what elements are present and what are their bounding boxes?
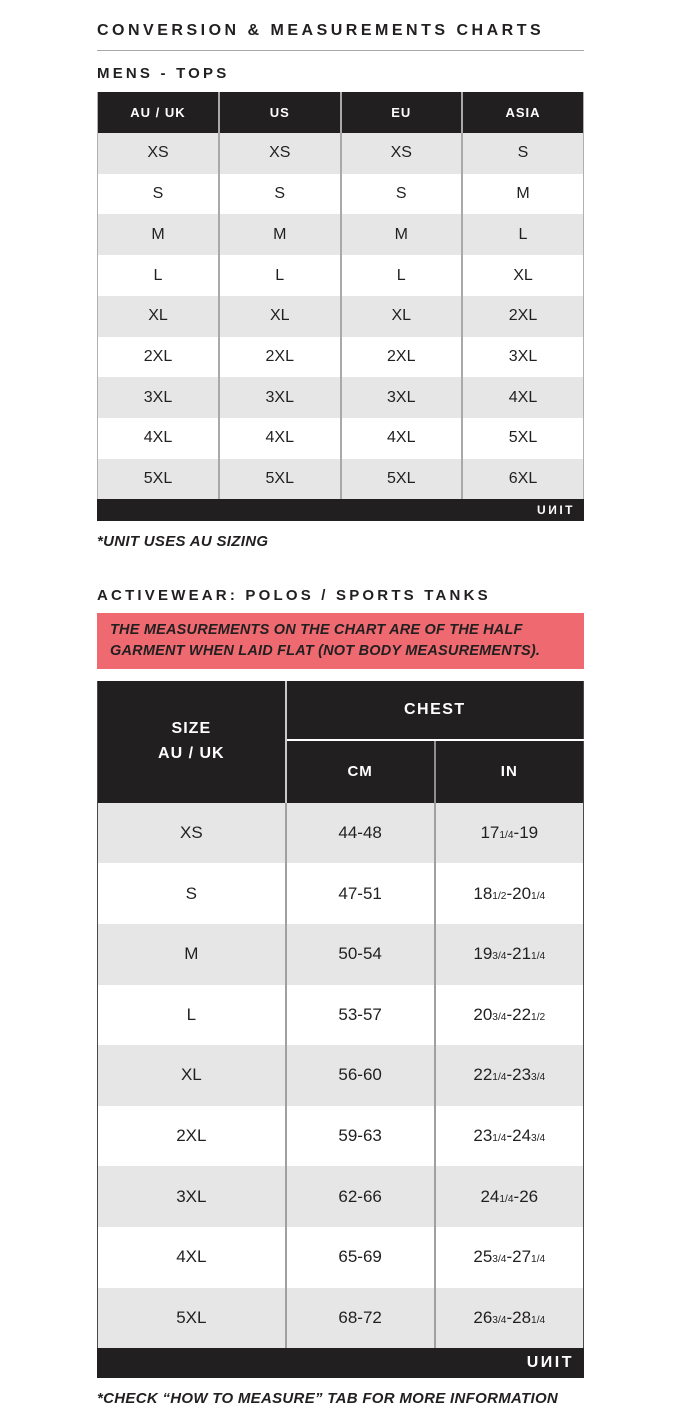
size-cell: 3XL [341, 377, 463, 418]
activewear-table-body [98, 803, 584, 1348]
size-cell: S [98, 863, 286, 924]
table-row [98, 174, 584, 215]
table-row [98, 1288, 584, 1349]
size-header-line1: SIZE [171, 720, 212, 738]
fraction: 3/4 [492, 1254, 507, 1266]
chest-in-cell: 263/4-281/4 [435, 1288, 584, 1349]
size-cell: M [341, 214, 463, 255]
size-cell: 5XL [98, 459, 220, 500]
fraction: 1/2 [531, 1011, 546, 1023]
fraction: 1/4 [492, 1072, 507, 1084]
mens-tops-heading: MENS - TOPS [97, 64, 230, 82]
chest-cm-cell: 68-72 [286, 1288, 435, 1349]
mens-tops-table-body [98, 133, 584, 499]
measurement-disclaimer-banner: THE MEASUREMENTS ON THE CHART ARE OF THE HALF GARMENT WHEN LAID FLAT (NOT BODY MEASUREMENTS). [97, 613, 584, 669]
cm-column-header: CM [286, 740, 435, 803]
size-cell: 5XL [98, 1288, 286, 1349]
chest-cm-cell: 47-51 [286, 863, 435, 924]
unit-logo: UИIT [537, 503, 575, 518]
fraction: 3/4 [531, 1133, 546, 1145]
size-cell: 2XL [462, 296, 584, 337]
table-row [98, 133, 584, 174]
size-cell: 4XL [219, 418, 341, 459]
column-header: AU / UK [98, 92, 220, 133]
unit-logo: UИIT [526, 1354, 574, 1372]
fraction: 1/4 [531, 1254, 546, 1266]
table-row [98, 1166, 584, 1227]
size-cell: 3XL [98, 377, 220, 418]
size-cell: 4XL [341, 418, 463, 459]
fraction: 1/4 [531, 951, 546, 963]
table-row [98, 803, 584, 864]
size-cell: 2XL [219, 337, 341, 378]
size-cell: S [98, 174, 220, 215]
mens-tops-table-header [98, 92, 584, 133]
table-row [98, 863, 584, 924]
table-row [98, 255, 584, 296]
activewear-measurement-table [97, 681, 584, 1348]
size-column-header [98, 681, 286, 803]
column-header: US [219, 92, 341, 133]
size-cell: 5XL [462, 418, 584, 459]
fraction: 1/4 [531, 1314, 546, 1326]
chest-in-cell: 241/4-26 [435, 1166, 584, 1227]
table-row [98, 924, 584, 985]
chest-in-cell: 203/4-221/2 [435, 985, 584, 1046]
unit-brand-bar [97, 499, 584, 521]
page-title: CONVERSION & MEASUREMENTS CHARTS [97, 22, 584, 51]
chest-in-cell: 253/4-271/4 [435, 1227, 584, 1288]
size-cell: XL [462, 255, 584, 296]
size-cell: M [219, 214, 341, 255]
size-cell: 2XL [98, 1106, 286, 1167]
size-cell: L [98, 985, 286, 1046]
chest-cm-cell: 50-54 [286, 924, 435, 985]
size-cell: XL [98, 1045, 286, 1106]
chest-in-cell: 181/2-201/4 [435, 863, 584, 924]
size-cell: 2XL [98, 337, 220, 378]
size-cell: M [98, 214, 220, 255]
activewear-table-header [98, 681, 584, 803]
chest-cm-cell: 65-69 [286, 1227, 435, 1288]
fraction: 1/4 [531, 890, 546, 902]
size-cell: XL [98, 296, 220, 337]
size-cell: L [98, 255, 220, 296]
mens-tops-note: *UNIT USES AU SIZING [97, 533, 269, 551]
table-row [98, 418, 584, 459]
size-cell: 5XL [341, 459, 463, 500]
fraction: 1/4 [492, 1133, 507, 1145]
size-cell: L [219, 255, 341, 296]
column-header: ASIA [462, 92, 584, 133]
table-row [98, 337, 584, 378]
size-cell: 5XL [219, 459, 341, 500]
fraction: 1/4 [499, 830, 514, 842]
activewear-note: *CHECK “HOW TO MEASURE” TAB FOR MORE INFORMATION [97, 1390, 559, 1408]
size-cell: 3XL [98, 1166, 286, 1227]
page-container [97, 22, 584, 1407]
section-activewear [97, 588, 584, 1407]
size-cell: XL [219, 296, 341, 337]
size-cell: S [462, 133, 584, 174]
size-cell: XS [98, 803, 286, 864]
size-cell: 4XL [462, 377, 584, 418]
table-row [98, 1045, 584, 1106]
size-cell: S [219, 174, 341, 215]
chest-cm-cell: 53-57 [286, 985, 435, 1046]
size-cell: XS [98, 133, 220, 174]
chest-cm-cell: 44-48 [286, 803, 435, 864]
size-header-line2: AU / UK [158, 744, 225, 762]
chest-cm-cell: 62-66 [286, 1166, 435, 1227]
column-header: EU [341, 92, 463, 133]
fraction: 1/2 [492, 890, 507, 902]
table-row [98, 214, 584, 255]
table-row [98, 1106, 584, 1167]
size-cell: 6XL [462, 459, 584, 500]
table-row [98, 1227, 584, 1288]
table-row [98, 296, 584, 337]
size-cell: 2XL [341, 337, 463, 378]
size-cell: 3XL [462, 337, 584, 378]
section-mens-tops [97, 66, 584, 551]
header-row [98, 92, 584, 133]
chest-cm-cell: 59-63 [286, 1106, 435, 1167]
unit-brand-bar [97, 1348, 584, 1378]
size-cell: L [462, 214, 584, 255]
fraction: 3/4 [492, 1314, 507, 1326]
fraction: 1/4 [499, 1193, 514, 1205]
size-cell: M [462, 174, 584, 215]
fraction: 3/4 [492, 1011, 507, 1023]
size-cell: 4XL [98, 418, 220, 459]
size-cell: 3XL [219, 377, 341, 418]
size-cell: XS [219, 133, 341, 174]
header-row-top [98, 681, 584, 740]
table-row [98, 459, 584, 500]
size-cell: XL [341, 296, 463, 337]
chest-column-header: CHEST [286, 681, 584, 740]
fraction: 3/4 [531, 1072, 546, 1084]
table-row [98, 377, 584, 418]
chest-in-cell: 171/4-19 [435, 803, 584, 864]
chest-in-cell: 221/4-233/4 [435, 1045, 584, 1106]
mens-tops-conversion-table [97, 92, 584, 499]
size-cell: M [98, 924, 286, 985]
size-cell: 4XL [98, 1227, 286, 1288]
size-cell: L [341, 255, 463, 296]
chest-in-cell: 231/4-243/4 [435, 1106, 584, 1167]
chest-in-cell: 193/4-211/4 [435, 924, 584, 985]
table-row [98, 985, 584, 1046]
activewear-heading: ACTIVEWEAR: POLOS / SPORTS TANKS [97, 587, 491, 605]
size-cell: XS [341, 133, 463, 174]
size-cell: S [341, 174, 463, 215]
chest-cm-cell: 56-60 [286, 1045, 435, 1106]
fraction: 3/4 [492, 951, 507, 963]
in-column-header: IN [435, 740, 584, 803]
